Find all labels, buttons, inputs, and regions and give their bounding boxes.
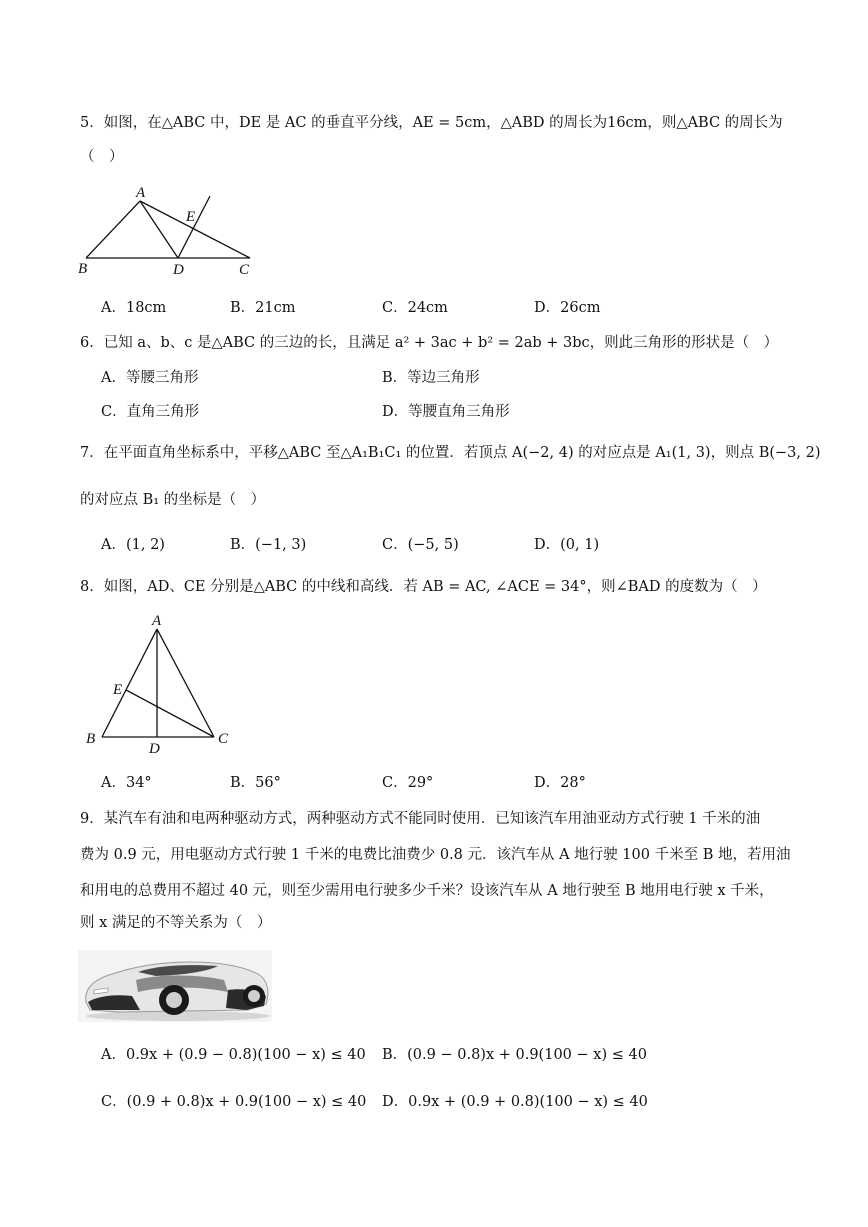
q5-label-A: A bbox=[136, 185, 146, 201]
q8-stem-line1: 8．如图，AD、CE 分别是△ABC 的中线和高线．若 AB = AC, ∠ACE = 34°，则∠BAD 的度数为（ ） bbox=[80, 579, 767, 595]
q7-stem-line2: 的对应点 B₁ 的坐标是（ ） bbox=[80, 492, 266, 508]
q5-triangle-figure bbox=[72, 180, 262, 280]
q5-option-c[interactable]: C．24cm bbox=[382, 300, 448, 316]
q8-label-A: A bbox=[152, 613, 162, 629]
q7-option-b[interactable]: B．(−1, 3) bbox=[230, 537, 307, 553]
q9-option-c[interactable]: C．(0.9 + 0.8)x + 0.9(100 − x) ≤ 40 bbox=[101, 1094, 367, 1110]
q9-stem-line1: 9．某汽车有油和电两种驱动方式，两种驱动方式不能同时使用．已知该汽车用油亚动方式行驶 1 千米的油 bbox=[80, 811, 761, 827]
q9-stem-line2: 费为 0.9 元，用电驱动方式行驶 1 千米的电费比油费少 0.8 元．该汽车从 A 地行驶 100 千米至 B 地，若用油 bbox=[80, 847, 791, 863]
q8-label-B: B bbox=[86, 731, 96, 747]
q8-label-E: E bbox=[113, 682, 123, 698]
q7-option-c[interactable]: C．(−5, 5) bbox=[382, 537, 459, 553]
q5-label-E: E bbox=[186, 209, 196, 225]
q9-option-d[interactable]: D．0.9x + (0.9 + 0.8)(100 − x) ≤ 40 bbox=[382, 1094, 648, 1110]
q5-option-d[interactable]: D．26cm bbox=[534, 300, 601, 316]
q8-option-d[interactable]: D．28° bbox=[534, 775, 586, 791]
q8-label-C: C bbox=[218, 731, 229, 747]
sports-car-icon bbox=[78, 950, 272, 1022]
q8-option-c[interactable]: C．29° bbox=[382, 775, 434, 791]
q6-stem-line1: 6．已知 a、b、c 是△ABC 的三边的长，且满足 a² + 3ac + b² = 2ab + 3bc，则此三角形的形状是（ ） bbox=[80, 335, 779, 351]
q6-option-b[interactable]: B．等边三角形 bbox=[382, 370, 480, 386]
q5-label-D: D bbox=[173, 262, 184, 278]
q5-label-C: C bbox=[239, 262, 250, 278]
q5-label-B: B bbox=[78, 261, 88, 277]
q8-option-b[interactable]: B．56° bbox=[230, 775, 281, 791]
q9-stem-line3: 和用电的总费用不超过 40 元，则至少需用电行驶多少千米？设该汽车从 A 地行驶至 B 地用电行驶 x 千米， bbox=[80, 883, 774, 899]
q9-option-b[interactable]: B．(0.9 − 0.8)x + 0.9(100 − x) ≤ 40 bbox=[382, 1047, 647, 1063]
q9-stem-line4: 则 x 满足的不等关系为（ ） bbox=[80, 915, 272, 931]
q8-triangle-figure bbox=[80, 612, 240, 762]
q8-label-D: D bbox=[149, 741, 160, 757]
q6-option-c[interactable]: C．直角三角形 bbox=[101, 404, 200, 420]
q5-stem-line1: 5．如图，在△ABC 中，DE 是 AC 的垂直平分线，AE = 5cm，△ABD 的周长为16cm，则△ABC 的周长为 bbox=[80, 115, 783, 131]
q5-stem-line2: （ ） bbox=[80, 149, 124, 165]
q7-stem-line1: 7．在平面直角坐标系中，平移△ABC 至△A₁B₁C₁ 的位置．若顶点 A(−2, 4) 的对应点是 A₁(1, 3)，则点 B(−3, 2) bbox=[80, 445, 821, 461]
q5-option-a[interactable]: A．18cm bbox=[101, 300, 167, 316]
q6-option-a[interactable]: A．等腰三角形 bbox=[101, 370, 199, 386]
q6-option-d[interactable]: D．等腰直角三角形 bbox=[382, 404, 510, 420]
q7-option-d[interactable]: D．(0, 1) bbox=[534, 537, 600, 553]
q9-option-a[interactable]: A．0.9x + (0.9 − 0.8)(100 − x) ≤ 40 bbox=[101, 1047, 366, 1063]
q5-option-b[interactable]: B．21cm bbox=[230, 300, 296, 316]
q7-option-a[interactable]: A．(1, 2) bbox=[101, 537, 165, 553]
q8-option-a[interactable]: A．34° bbox=[101, 775, 152, 791]
